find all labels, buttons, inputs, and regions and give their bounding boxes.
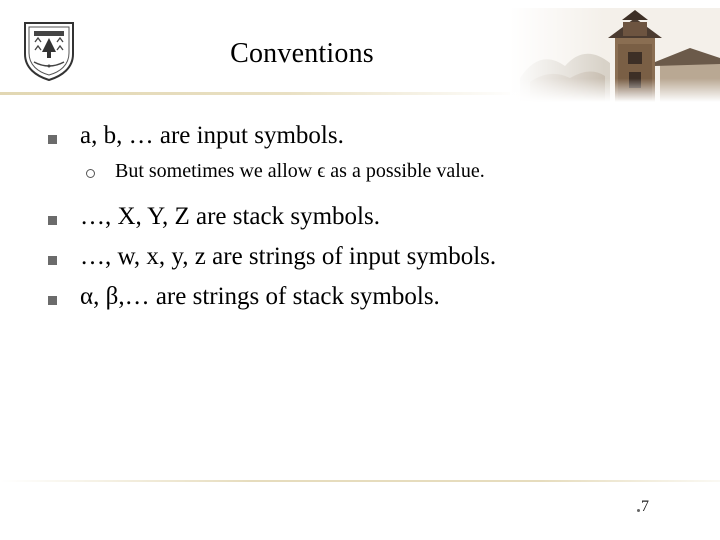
- list-item: [0, 203, 720, 237]
- sub-bullet-text: But sometimes we allow ϵ as a possible value.: [115, 160, 485, 182]
- list-item: [0, 243, 720, 277]
- slide-header: [0, 0, 720, 100]
- square-bullet-icon: [48, 216, 57, 225]
- bullet-text: a, b, … are input symbols.: [80, 122, 344, 149]
- title-divider: [0, 92, 520, 95]
- sub-list-item: [0, 162, 720, 192]
- footer-divider: [0, 480, 720, 482]
- slide-title: Conventions: [230, 38, 374, 69]
- page-number: 7: [641, 498, 649, 515]
- square-bullet-icon: [48, 296, 57, 305]
- bullet-text: α, β,… are strings of stack symbols.: [80, 283, 440, 310]
- square-bullet-icon: [48, 256, 57, 265]
- bullet-text: …, X, Y, Z are stack symbols.: [80, 203, 380, 230]
- square-bullet-icon: [48, 135, 57, 144]
- hollow-circle-bullet-icon: [86, 169, 95, 178]
- list-item: [0, 122, 720, 156]
- building-tower-image: [510, 8, 720, 102]
- list-item: [0, 283, 720, 317]
- bullet-text: …, w, x, y, z are strings of input symbols.: [80, 243, 497, 270]
- page-number-dot-icon: [637, 509, 640, 512]
